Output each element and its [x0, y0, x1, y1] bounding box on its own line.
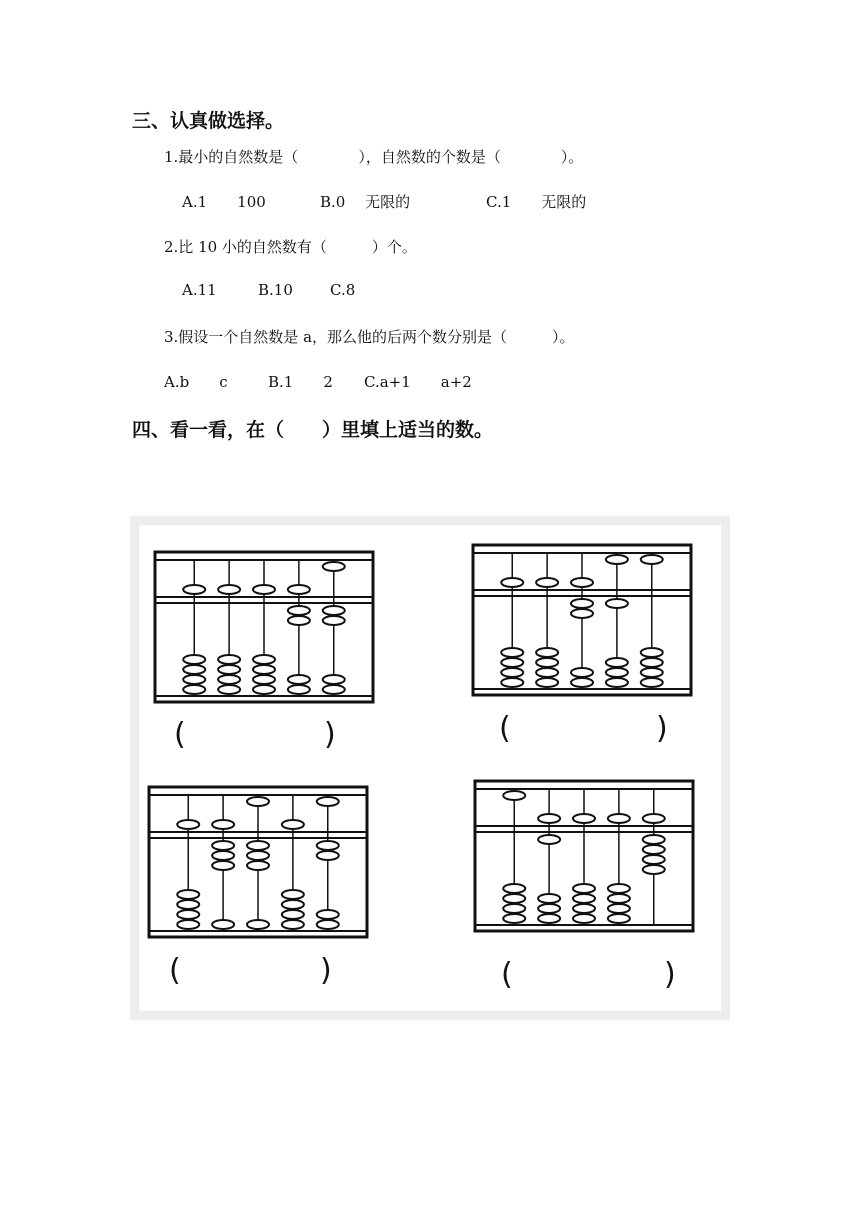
abacus-lower-bead [536, 668, 558, 677]
abacus-lower-bead [323, 675, 345, 684]
section4-title: 四、看一看，在（ ）里填上适当的数。 [132, 419, 494, 441]
abacus-lower-bead [183, 685, 205, 694]
abacus-lower-bead [247, 851, 269, 860]
abacus-3 [143, 781, 373, 946]
abacus-lower-bead [177, 920, 199, 929]
abacus-lower-bead [183, 655, 205, 664]
section3-title: 三、认真做选择。 [132, 110, 285, 132]
abacus-lower-bead [606, 678, 628, 687]
abacus-lower-bead [253, 675, 275, 684]
abacus-upper-bead [608, 814, 630, 823]
abacus-lower-bead [503, 904, 525, 913]
abacus-lower-bead [177, 910, 199, 919]
abacus-upper-bead [317, 797, 339, 806]
abacus-upper-bead [247, 797, 269, 806]
abacus-lower-bead [212, 920, 234, 929]
abacus-upper-bead [282, 820, 304, 829]
abacus-lower-bead [571, 668, 593, 677]
answer-paren-close-3: ) [320, 953, 332, 988]
abacus-lower-bead [501, 678, 523, 687]
abacus-lower-bead [501, 658, 523, 667]
abacus-lower-bead [177, 890, 199, 899]
abacus-lower-bead [573, 894, 595, 903]
abacus-lower-bead [282, 890, 304, 899]
abacus-upper-bead [503, 791, 525, 800]
abacus-lower-bead [247, 841, 269, 850]
q1-option-c: C.1 无限的 [486, 193, 587, 211]
abacus-lower-bead [571, 609, 593, 618]
abacus-lower-bead [641, 668, 663, 677]
abacus-lower-bead [503, 894, 525, 903]
question-2: 2.比 10 小的自然数有（ ）个。 [164, 238, 417, 256]
abacus-lower-bead [282, 910, 304, 919]
abacus-lower-bead [247, 920, 269, 929]
abacus-lower-bead [288, 606, 310, 615]
abacus-lower-bead [641, 678, 663, 687]
q3-option-c: C.a+1 a+2 [364, 373, 472, 391]
abacus-lower-bead [247, 861, 269, 870]
abacus-lower-bead [253, 685, 275, 694]
abacus-upper-bead [538, 814, 560, 823]
abacus-lower-bead [643, 835, 665, 844]
abacus-lower-bead [606, 658, 628, 667]
q1-option-b: B.0 无限的 [320, 193, 411, 211]
abacus-lower-bead [218, 675, 240, 684]
answer-paren-close-4: ) [664, 957, 676, 992]
q2-option-c: C.8 [330, 281, 356, 299]
abacus-lower-bead [606, 668, 628, 677]
abacus-lower-bead [183, 675, 205, 684]
abacus-upper-bead [606, 555, 628, 564]
abacus-upper-bead [253, 585, 275, 594]
abacus-lower-bead [282, 900, 304, 909]
abacus-upper-bead [177, 820, 199, 829]
abacus-lower-bead [643, 845, 665, 854]
answer-paren-open-1: ( [174, 717, 186, 752]
q2-option-b: B.10 [258, 281, 293, 299]
q1-option-a: A.1 100 [182, 193, 266, 211]
abacus-lower-bead [317, 910, 339, 919]
abacus-lower-bead [323, 685, 345, 694]
abacus-lower-bead [608, 914, 630, 923]
abacus-lower-bead [218, 685, 240, 694]
abacus-lower-bead [253, 665, 275, 674]
abacus-lower-bead [218, 655, 240, 664]
answer-paren-open-2: ( [499, 711, 511, 746]
abacus-lower-bead [218, 665, 240, 674]
answer-paren-open-3: ( [169, 953, 181, 988]
abacus-lower-bead [538, 914, 560, 923]
answer-paren-open-4: ( [501, 957, 513, 992]
abacus-upper-bead [288, 585, 310, 594]
abacus-lower-bead [212, 861, 234, 870]
abacus-1 [149, 546, 379, 711]
abacus-lower-bead [288, 685, 310, 694]
abacus-lower-bead [288, 616, 310, 625]
abacus-lower-bead [538, 835, 560, 844]
abacus-lower-bead [503, 914, 525, 923]
abacus-lower-bead [641, 648, 663, 657]
abacus-lower-bead [503, 884, 525, 893]
abacus-lower-bead [538, 894, 560, 903]
abacus-lower-bead [536, 648, 558, 657]
abacus-lower-bead [253, 655, 275, 664]
abacus-lower-bead [643, 865, 665, 874]
abacus-lower-bead [536, 658, 558, 667]
abacus-lower-bead [177, 900, 199, 909]
abacus-2 [467, 539, 697, 704]
abacus-lower-bead [501, 668, 523, 677]
abacus-lower-bead [641, 658, 663, 667]
abacus-lower-bead [183, 665, 205, 674]
q2-option-a: A.11 [182, 281, 217, 299]
answer-paren-close-1: ) [324, 717, 336, 752]
abacus-lower-bead [538, 904, 560, 913]
abacus-upper-bead [643, 814, 665, 823]
abacus-upper-bead [536, 578, 558, 587]
q3-option-b: B.1 2 [268, 373, 333, 391]
abacus-upper-bead [573, 814, 595, 823]
abacus-4 [469, 775, 699, 940]
question-3: 3.假设一个自然数是 a，那么他的后两个数分别是（ ）。 [164, 328, 575, 346]
q3-option-a: A.b c [164, 373, 228, 391]
abacus-upper-bead [218, 585, 240, 594]
abacus-lower-bead [317, 920, 339, 929]
abacus-lower-bead [608, 904, 630, 913]
abacus-lower-bead [288, 675, 310, 684]
question-1: 1.最小的自然数是（ ），自然数的个数是（ ）。 [164, 148, 584, 166]
abacus-lower-bead [571, 599, 593, 608]
abacus-lower-bead [643, 855, 665, 864]
abacus-upper-bead [641, 555, 663, 564]
abacus-upper-bead [212, 820, 234, 829]
abacus-lower-bead [571, 678, 593, 687]
abacus-lower-bead [317, 841, 339, 850]
abacus-lower-bead [536, 678, 558, 687]
abacus-lower-bead [573, 914, 595, 923]
abacus-lower-bead [608, 894, 630, 903]
abacus-figure-panel [130, 516, 730, 1020]
abacus-lower-bead [212, 841, 234, 850]
abacus-lower-bead [323, 616, 345, 625]
abacus-upper-bead [183, 585, 205, 594]
abacus-upper-bead [571, 578, 593, 587]
abacus-lower-bead [573, 904, 595, 913]
abacus-lower-bead [323, 606, 345, 615]
abacus-lower-bead [608, 884, 630, 893]
abacus-upper-bead [501, 578, 523, 587]
abacus-lower-bead [317, 851, 339, 860]
abacus-lower-bead [573, 884, 595, 893]
abacus-lower-bead [501, 648, 523, 657]
abacus-upper-bead [323, 562, 345, 571]
answer-paren-close-2: ) [656, 711, 668, 746]
abacus-lower-bead [282, 920, 304, 929]
abacus-lower-bead [212, 851, 234, 860]
abacus-lower-bead [606, 599, 628, 608]
